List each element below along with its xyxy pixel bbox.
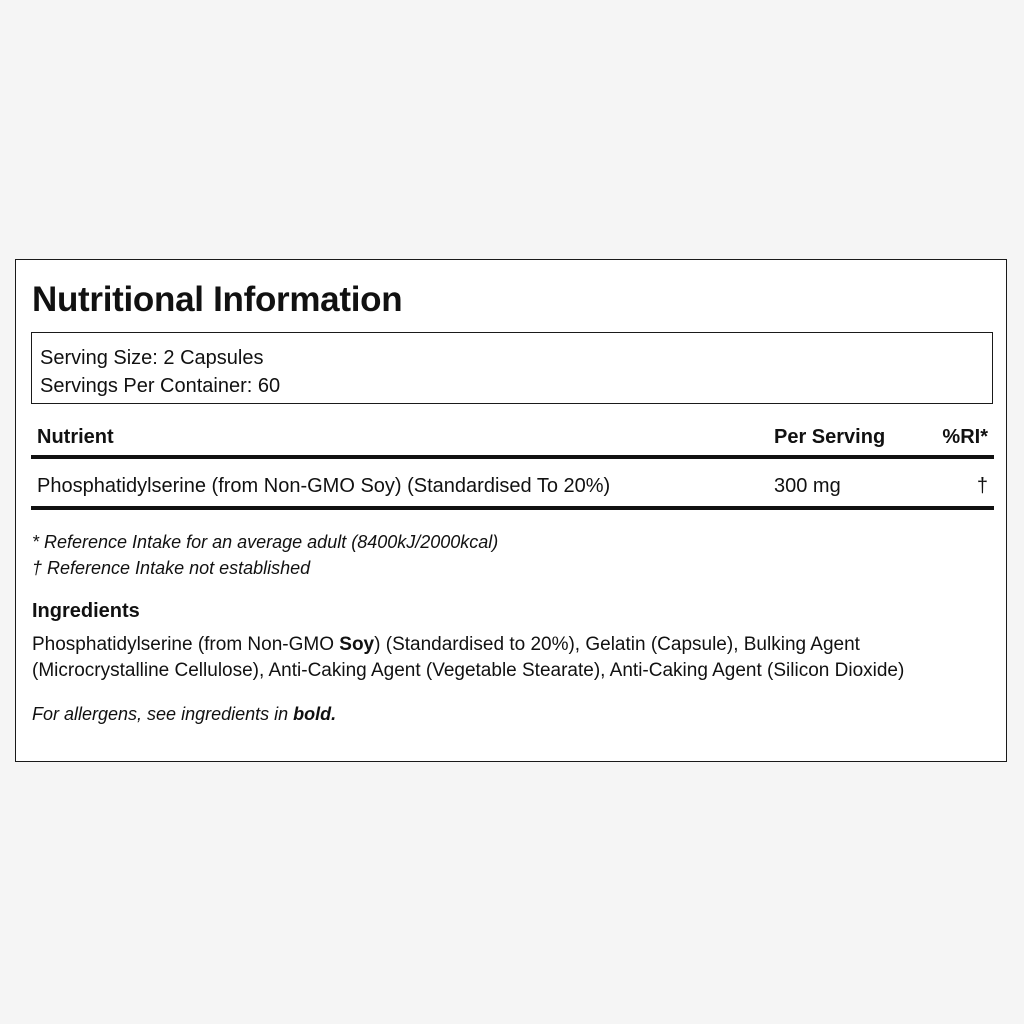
footnotes bbox=[32, 529, 498, 581]
nutrient-amount: 300 mg bbox=[774, 475, 841, 497]
panel-title: Nutritional Information bbox=[32, 280, 403, 319]
allergen-note-text: For allergens, see ingredients in bbox=[32, 704, 294, 724]
nutrient-name: Phosphatidylserine (from Non-GMO Soy) (Standardised To 20%) bbox=[37, 475, 611, 497]
header-ri: %RI* bbox=[942, 426, 988, 448]
ingredients-text-start: Phosphatidylserine (from Non-GMO bbox=[32, 634, 340, 655]
nutrient-ri: † bbox=[976, 475, 988, 497]
servings-per-container: Servings Per Container: 60 bbox=[40, 375, 281, 397]
header-per-serving: Per Serving bbox=[774, 426, 886, 448]
nutrition-panel bbox=[15, 259, 1007, 762]
serving-size: Serving Size: 2 Capsules bbox=[40, 347, 264, 369]
ingredients-list bbox=[32, 632, 982, 684]
ingredients-heading: Ingredients bbox=[32, 600, 140, 622]
footnote-reference-intake: * Reference Intake for an average adult (8400kJ/2000kcal) bbox=[32, 532, 499, 552]
footnote-not-established: † Reference Intake not established bbox=[32, 558, 311, 578]
allergen-bold: Soy bbox=[339, 634, 375, 655]
serving-info-box bbox=[31, 332, 993, 404]
ingredients-text-end: ) (Standardised to 20%), Gelatin (Capsule), Bulking Agent (Microcrystalline Cellulose), Anti-Caking Agent (Vegetable Stearate), Anti-Caking Agent (Silicon Dioxide) bbox=[32, 634, 905, 681]
table-row bbox=[31, 459, 994, 510]
table-header-row bbox=[31, 418, 994, 459]
allergen-note bbox=[32, 704, 336, 725]
nutrient-table bbox=[31, 418, 994, 510]
allergen-note-bold: bold. bbox=[293, 704, 337, 724]
header-nutrient: Nutrient bbox=[37, 426, 114, 448]
